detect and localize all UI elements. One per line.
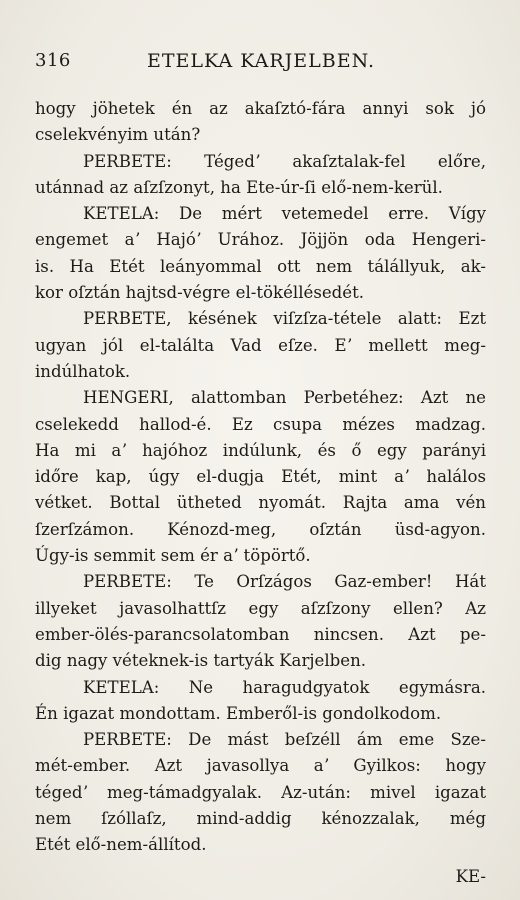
text-line: KETELA: Ne haragudgyatok egymásra. [83, 677, 486, 697]
text-line: PERBETE: Tégedʼ akaſztalak-fel előre, [83, 151, 486, 171]
text-line: hogy jöhetek én az akaſztó-fára annyi sok jó [35, 99, 486, 118]
text-line: cselekedd hallod-é. Ez csupa mézes madzag. [35, 414, 486, 434]
body-text [35, 96, 486, 859]
catchword-row [35, 863, 486, 893]
text-line: Ha mi aʼ hajóhoz indúlunk, és ő egy parányi [35, 440, 486, 460]
text-line: indúlhatok. [35, 361, 131, 381]
text-line: HENGERI, alattomban Perbetéhez: Azt ne [83, 388, 486, 408]
text-line: PERBETE: De mást beſzéll ám eme Sze- [83, 730, 486, 750]
text-line: PERBETE: Te Orſzágos Gaz-ember! Hát [83, 572, 486, 592]
text-line: PERBETE, késének viſzſza-tétele alatt: Ezt [83, 309, 486, 329]
text-line: Etét elő-nem-állítod. [35, 835, 207, 855]
text-line: ſzerſzámon. Kénozd-meg, oſztán üsd-agyon. [35, 519, 486, 539]
running-head [35, 40, 486, 76]
text-line: nem ſzóllaſz, mind-addig kénozzalak, még [35, 809, 486, 829]
text-line: Úgy-is semmit sem ér aʼ töpörtő. [35, 546, 311, 566]
text-line: illyeket javasolhattſz egy aſzſzony ellen? Az [35, 598, 486, 618]
text-line: dig nagy véteknek-is tartyák Karjelben. [35, 651, 367, 671]
text-line: utánnad az aſzſzonyt, ha Ete-úr-ſi elő-nem-kerül. [35, 177, 443, 197]
page-number: 316 [35, 50, 71, 71]
text-line: Én igazat mondottam. Emberől-is gondolkodom. [35, 703, 442, 723]
text-line: tégedʼ meg-támadgyalak. Az-után: mivel igazat [35, 782, 486, 802]
text-line: mét-ember. Azt javasollya aʼ Gyilkos: hogy [35, 756, 486, 776]
text-line: KETELA: De mért vetemedel erre. Vígy [83, 204, 486, 224]
text-line: ugyan jól el-találta Vad eſze. Eʼ mellett meg- [35, 335, 486, 355]
text-line: cselekvényim után? [35, 125, 201, 145]
text-line: időre kap, úgy el-dugja Etét, mint aʼ halálos [35, 467, 486, 487]
running-title: ETELKA KARJELBEN. [147, 50, 376, 72]
text-line: vétket. Bottal ütheted nyomát. Rajta ama vén [35, 493, 486, 513]
text-line: is. Ha Etét leányommal ott nem tálállyuk, ak- [35, 256, 486, 276]
text-line: kor oſztán hajtsd-végre el-tökéllésedét. [35, 283, 365, 303]
text-line: ember-ölés-parancsolatomban nincsen. Azt pe- [35, 624, 486, 644]
text-line: engemet aʼ Hajóʼ Urához. Jöjjön oda Hengeri- [35, 230, 486, 250]
catchword: KE- [455, 866, 486, 886]
